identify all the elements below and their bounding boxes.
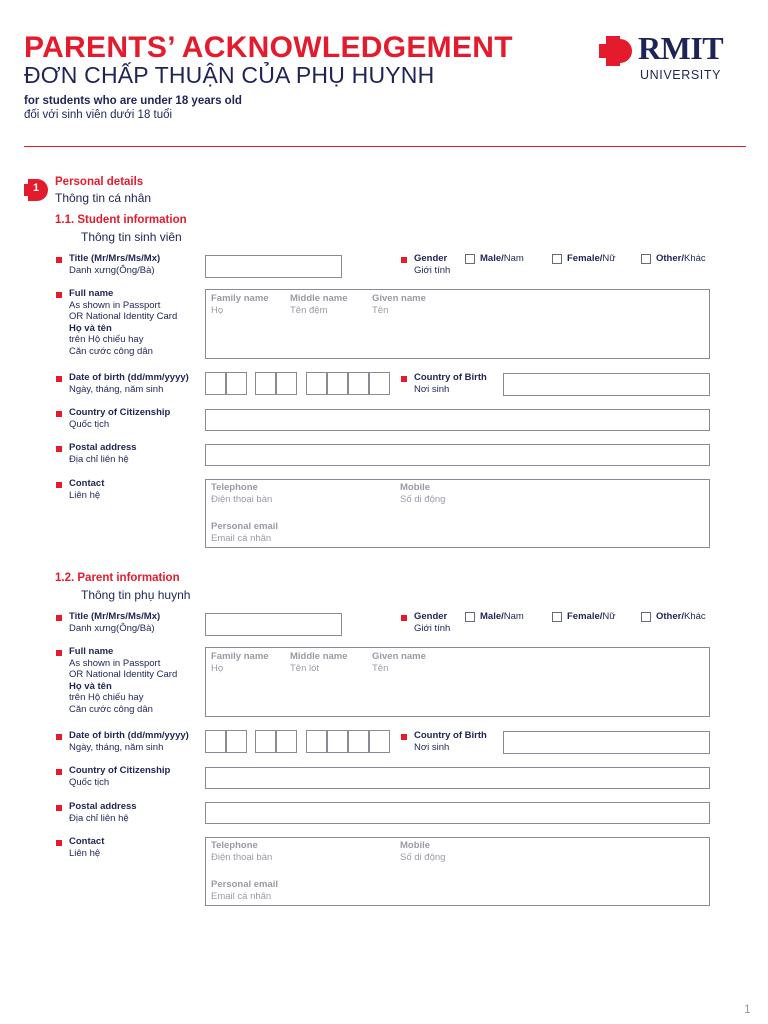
- student-cob-input[interactable]: [503, 373, 710, 396]
- parent-dob-day-cell[interactable]: [226, 730, 247, 753]
- required-marker: [56, 482, 62, 488]
- student-other-option: Other/Khác: [656, 253, 706, 264]
- parent-dob-year-cell[interactable]: [327, 730, 348, 753]
- email-hint: Personal email Email cá nhân: [211, 521, 279, 544]
- student-male-option: Male/Nam: [480, 253, 524, 264]
- mobile-hint: Mobile Số di động: [400, 482, 446, 505]
- logo-wordmark: RMIT: [638, 30, 724, 66]
- student-heading: 1.1. Student information: [55, 214, 187, 226]
- form-title-vietnamese: ĐƠN CHẤP THUẬN CỦA PHỤ HUYNH: [24, 62, 435, 88]
- parent-fullname-input[interactable]: [205, 647, 710, 717]
- parent-dob-label: Date of birth (dd/mm/yyyy) Ngày, tháng, năm sinh: [69, 730, 189, 753]
- student-cob-label: Country of Birth Nơi sinh: [414, 372, 487, 395]
- parent-female-option: Female/Nữ: [567, 611, 616, 622]
- parent-male-option: Male/Nam: [480, 611, 524, 622]
- student-dob-year-cell[interactable]: [327, 372, 348, 395]
- parent-contact-input[interactable]: [205, 837, 710, 906]
- student-contact-input[interactable]: [205, 479, 710, 548]
- student-heading-vietnamese: Thông tin sinh viên: [81, 230, 182, 244]
- section-title-vietnamese: Thông tin cá nhân: [55, 191, 152, 205]
- required-marker: [56, 650, 62, 656]
- family-name-hint: Family name Họ: [211, 651, 269, 674]
- parent-contact-label: Contact Liên hệ: [69, 836, 105, 859]
- student-citizenship-input[interactable]: [205, 409, 710, 431]
- required-marker: [56, 769, 62, 775]
- student-dob-day-cell[interactable]: [226, 372, 247, 395]
- student-dob-day-cell[interactable]: [205, 372, 226, 395]
- required-marker: [401, 734, 407, 740]
- parent-cob-input[interactable]: [503, 731, 710, 754]
- required-marker: [56, 840, 62, 846]
- parent-male-checkbox[interactable]: [465, 612, 475, 622]
- required-marker: [56, 615, 62, 621]
- required-marker: [56, 411, 62, 417]
- required-marker: [56, 257, 62, 263]
- required-marker: [56, 376, 62, 382]
- page-number: 1: [744, 1002, 751, 1016]
- parent-dob-month-cell[interactable]: [276, 730, 297, 753]
- student-dob-year-cell[interactable]: [306, 372, 327, 395]
- family-name-hint: Family name Họ: [211, 293, 269, 316]
- form-subtitle: for students who are under 18 years old: [24, 95, 242, 107]
- student-dob-year-cell[interactable]: [369, 372, 390, 395]
- student-dob-year-cell[interactable]: [348, 372, 369, 395]
- student-other-checkbox[interactable]: [641, 254, 651, 264]
- parent-female-checkbox[interactable]: [552, 612, 562, 622]
- parent-citizenship-input[interactable]: [205, 767, 710, 789]
- parent-postal-label: Postal address Địa chỉ liên hệ: [69, 801, 137, 824]
- student-dob-label: Date of birth (dd/mm/yyyy) Ngày, tháng, năm sinh: [69, 372, 189, 395]
- required-marker: [401, 376, 407, 382]
- parent-cob-label: Country of Birth Nơi sinh: [414, 730, 487, 753]
- student-contact-label: Contact Liên hệ: [69, 478, 105, 501]
- parent-dob-year-cell[interactable]: [306, 730, 327, 753]
- required-marker: [56, 446, 62, 452]
- parent-title-label: Title (Mr/Mrs/Ms/Mx) Danh xưng(Ông/Bà): [69, 611, 161, 634]
- parent-title-input[interactable]: [205, 613, 342, 636]
- student-postal-input[interactable]: [205, 444, 710, 466]
- required-marker: [56, 734, 62, 740]
- header-divider: [24, 146, 746, 147]
- required-marker: [56, 805, 62, 811]
- parent-dob-year-cell[interactable]: [369, 730, 390, 753]
- telephone-hint: Telephone Điện thoại bàn: [211, 482, 273, 505]
- student-male-checkbox[interactable]: [465, 254, 475, 264]
- parent-fullname-label: Full name As shown in Passport OR National Identity Card Họ và tên trên Hộ chiếu hay Căn cước công dân: [69, 646, 178, 715]
- student-citizenship-label: Country of Citizenship Quốc tịch: [69, 407, 171, 430]
- student-female-option: Female/Nữ: [567, 253, 616, 264]
- parent-other-option: Other/Khác: [656, 611, 706, 622]
- parent-citizenship-label: Country of Citizenship Quốc tịch: [69, 765, 171, 788]
- required-marker: [401, 257, 407, 263]
- email-hint: Personal email Email cá nhân: [211, 879, 279, 902]
- required-marker: [56, 292, 62, 298]
- parent-heading: 1.2. Parent information: [55, 572, 180, 584]
- parent-dob-year-cell[interactable]: [348, 730, 369, 753]
- middle-name-hint: Middle name Tên đệm: [290, 293, 348, 316]
- middle-name-hint: Middle name Tên lót: [290, 651, 348, 674]
- given-name-hint: Given name Tên: [372, 651, 426, 674]
- parent-dob-day-cell[interactable]: [205, 730, 226, 753]
- parent-postal-input[interactable]: [205, 802, 710, 824]
- logo-university: UNIVERSITY: [640, 68, 722, 82]
- student-fullname-label: Full name As shown in Passport OR National Identity Card Họ và tên trên Hộ chiếu hay Căn cước công dân: [69, 288, 178, 357]
- parent-other-checkbox[interactable]: [641, 612, 651, 622]
- section-number: 1: [32, 182, 40, 194]
- student-title-input[interactable]: [205, 255, 342, 278]
- section-title: Personal details: [55, 176, 144, 188]
- student-title-label: Title (Mr/Mrs/Ms/Mx) Danh xưng(Ông/Bà): [69, 253, 161, 276]
- student-gender-label: Gender Giới tính: [414, 253, 451, 276]
- parent-heading-vietnamese: Thông tin phụ huynh: [81, 588, 191, 602]
- parent-gender-label: Gender Giới tính: [414, 611, 451, 634]
- form-title: PARENTS’ ACKNOWLEDGEMENT: [24, 31, 513, 64]
- form-subtitle-vietnamese: đối với sinh viên dưới 18 tuổi: [24, 109, 173, 121]
- rmit-pixel-logo-icon: [599, 36, 633, 66]
- telephone-hint: Telephone Điện thoại bàn: [211, 840, 273, 863]
- student-dob-month-cell[interactable]: [276, 372, 297, 395]
- student-dob-month-cell[interactable]: [255, 372, 276, 395]
- student-fullname-input[interactable]: [205, 289, 710, 359]
- student-female-checkbox[interactable]: [552, 254, 562, 264]
- given-name-hint: Given name Tên: [372, 293, 426, 316]
- parent-dob-month-cell[interactable]: [255, 730, 276, 753]
- mobile-hint: Mobile Số di động: [400, 840, 446, 863]
- student-postal-label: Postal address Địa chỉ liên hệ: [69, 442, 137, 465]
- required-marker: [401, 615, 407, 621]
